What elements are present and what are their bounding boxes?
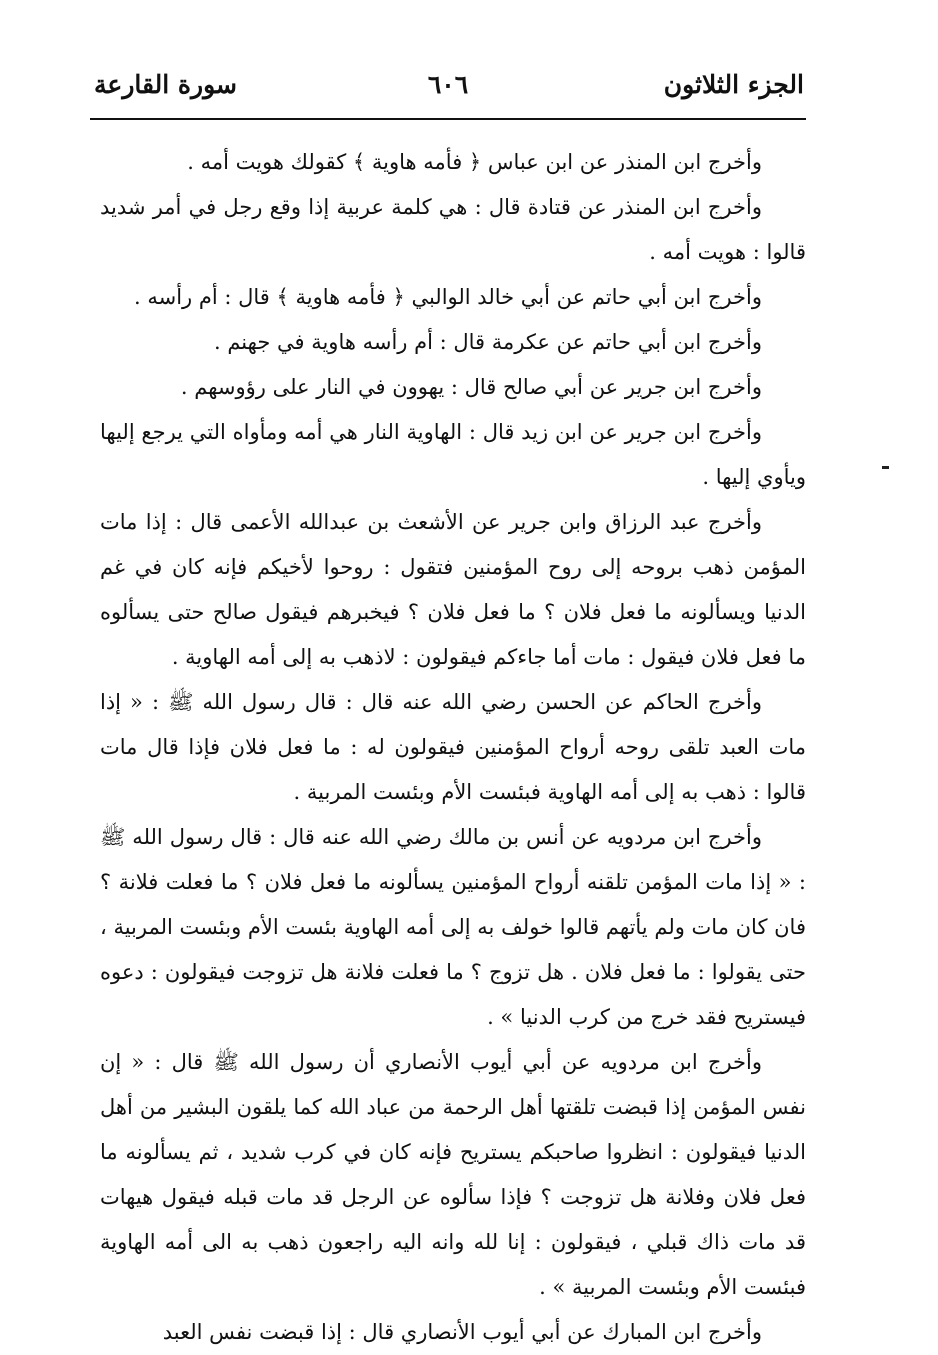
margin-mark <box>882 466 889 469</box>
paragraph: وأخرج ابن أبي حاتم عن أبي خالد الوالبي ﴿ فأمه هاوية ﴾ قال : أم رأسه . <box>134 285 762 309</box>
page-number: ٦٠٦ <box>427 70 469 99</box>
paragraph: وأخرج ابن مردويه عن أبي أيوب الأنصاري أن رسول الله ﷺ قال : « إن نفس المؤمن إذا قبضت تلقتها أهل الرحمة من عباد الله كما يلقون البشير من أهل الدنيا فيقولون : انظروا صاحبكم يستريح فإنه كان في كرب شديد ، ثم يسألونه ما فعل فلان وفلانة هل تزوجت ؟ فإذا سألوه عن الرجل قد مات قبله فيقول هيهات قد مات ذاك قبلي ، فيقولون : إنا لله وانه اليه راجعون ذهب به الى أمه الهاوية فبئست الأم وبئست المربية » . <box>100 1050 806 1299</box>
paragraph: وأخرج ابن مردويه عن أنس بن مالك رضي الله عنه قال : قال رسول الله ﷺ : « إذا مات المؤمن تلقنه أرواح المؤمنين يسألونه ما فعل فلان ؟ ما فعلت فلانة ؟ فان كان مات ولم يأتهم قالوا خولف به إلى أمه الهاوية بئست الأم وبئست المربية ، حتى يقولوا : ما فعل فلان . هل تزوج ؟ ما فعلت فلانة هل تزوجت فيقولون : دعوه فيستريح فقد خرج من كرب الدنيا » . <box>100 825 806 1029</box>
page-body <box>100 140 806 1355</box>
paragraph: وأخرج الحاكم عن الحسن رضي الله عنه قال : قال رسول الله ﷺ : « إذا مات العبد تلقى روحه أرواح المؤمنين فيقولون له : ما فعل فلان فإذا قال مات قالوا : ذهب به إلى أمه الهاوية فبئست الأم وبئست المربية . <box>100 690 806 804</box>
surah-title: سورة القارعة <box>94 70 237 99</box>
paragraph: وأخرج ابن أبي حاتم عن عكرمة قال : أم رأسه هاوية في جهنم . <box>213 330 762 354</box>
paragraph: وأخرج ابن المنذر عن قتادة قال : هي كلمة عربية إذا وقع رجل في أمر شديد قالوا : هويت أمه . <box>100 195 806 264</box>
paragraph: وأخرج ابن المبارك عن أبي أيوب الأنصاري قال : إذا قبضت نفس العبد <box>162 1320 762 1344</box>
paragraph: وأخرج ابن المنذر عن ابن عباس ﴿ فأمه هاوية ﴾ كقولك هويت أمه . <box>187 150 762 174</box>
part-title: الجزء الثلاثون <box>663 70 804 99</box>
paragraph: وأخرج ابن جرير عن أبي صالح قال : يهوون في النار على رؤوسهم . <box>180 375 762 399</box>
paragraph: وأخرج ابن جرير عن ابن زيد قال : الهاوية النار هي أمه ومأواه التي يرجع إليها ويأوي إليها . <box>100 420 806 489</box>
page-header <box>92 68 804 112</box>
header-rule <box>90 118 806 120</box>
paragraph: وأخرج عبد الرزاق وابن جرير عن الأشعث بن عبدالله الأعمى قال : إذا مات المؤمن ذهب بروحه إلى روح المؤمنين فتقول : روحوا لأخيكم فإنه كان في غم الدنيا ويسألونه ما فعل فلان ؟ ما فعل فلان ؟ فيخبرهم فيقول صالح حتى يسألوه ما فعل فلان فيقول : مات أما جاءكم فيقولون : لاذهب به إلى أمه الهاوية . <box>100 510 806 669</box>
